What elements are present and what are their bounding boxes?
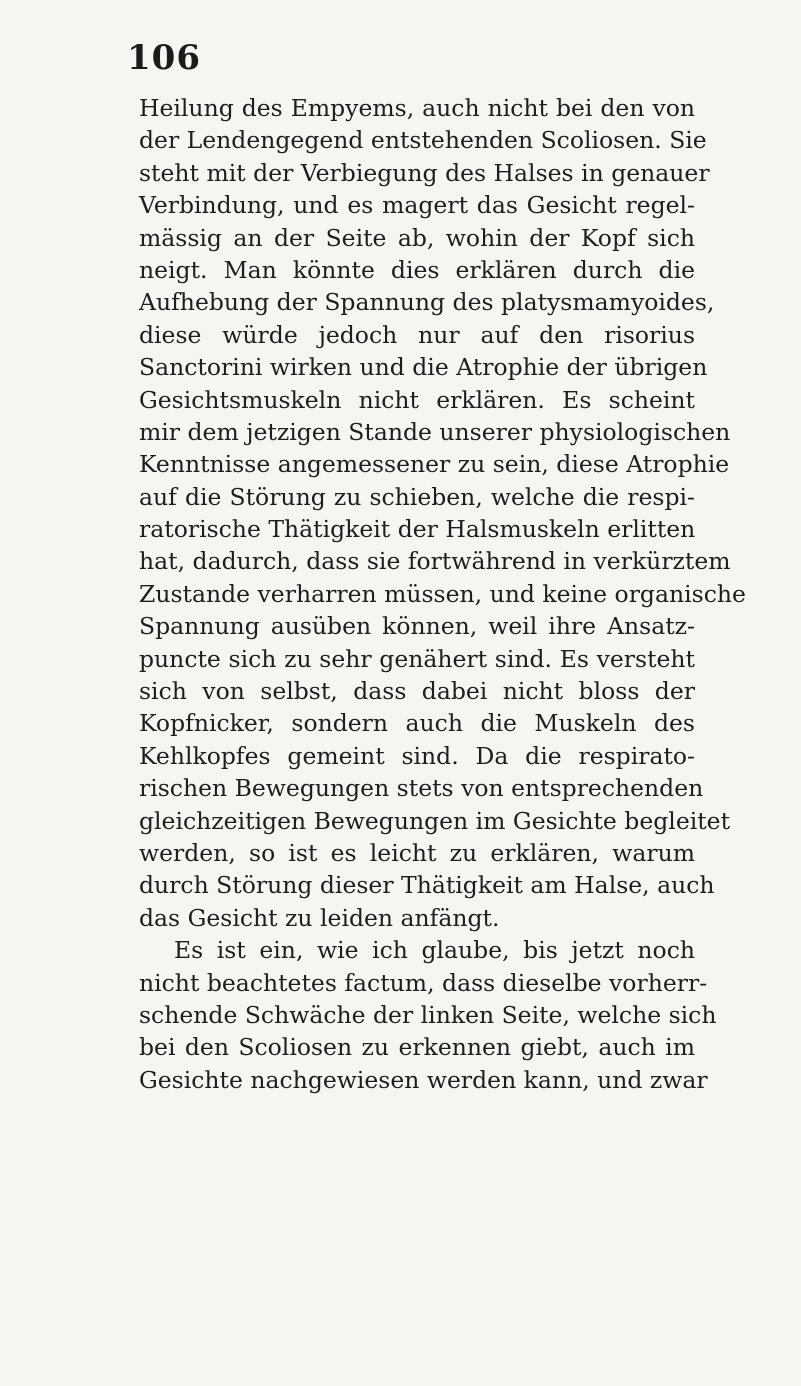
text-line: Verbindung, und es magert das Gesicht regel- xyxy=(139,191,695,220)
text-line: mässig an der Seite ab, wohin der Kopf sich xyxy=(139,223,695,252)
text-line: hat, dadurch, dass sie fortwährend in verkürztem xyxy=(139,547,731,576)
text-line: puncte sich zu sehr genähert sind. Es versteht xyxy=(139,644,695,673)
text-line: Kehlkopfes gemeint sind. Da die respirato- xyxy=(139,741,695,770)
text-line: durch Störung dieser Thätigkeit am Halse, auch xyxy=(139,871,715,900)
text-line: steht mit der Verbiegung des Halses in genauer xyxy=(139,158,710,187)
text-line: Spannung ausüben können, weil ihre Ansatz- xyxy=(139,612,695,641)
text-line: gleichzeitigen Bewegungen im Gesichte begleitet xyxy=(139,806,731,835)
text-line: Gesichte nachgewiesen werden kann, und zwar xyxy=(139,1065,708,1094)
text-line: nicht beachtetes factum, dass dieselbe vorherr- xyxy=(139,968,708,997)
text-line: diese würde jedoch nur auf den risorius xyxy=(139,320,695,349)
text-line: Gesichtsmuskeln nicht erklären. Es scheint xyxy=(139,385,695,414)
text-line: schende Schwäche der linken Seite, welche sich xyxy=(139,1000,717,1029)
text-line: bei den Scoliosen zu erkennen giebt, auch im xyxy=(139,1033,695,1062)
text-line: rischen Bewegungen stets von entsprechenden xyxy=(139,774,704,803)
text-line: sich von selbst, dass dabei nicht bloss der xyxy=(139,677,695,706)
page-number: 106 xyxy=(127,38,201,78)
text-line: werden, so ist es leicht zu erklären, warum xyxy=(139,838,695,867)
text-line: Sanctorini wirken und die Atrophie der übrigen xyxy=(139,353,708,382)
text-line: Aufhebung der Spannung des platysmamyoides, xyxy=(139,288,715,317)
text-line: neigt. Man könnte dies erklären durch die xyxy=(139,255,695,284)
text-line: Kenntnisse angemessener zu sein, diese Atrophie xyxy=(139,450,730,479)
text-line: Es ist ein, wie ich glaube, bis jetzt noch xyxy=(174,936,695,965)
body-text xyxy=(139,92,746,1096)
text-line: mir dem jetzigen Stande unserer physiologischen xyxy=(139,417,731,446)
text-line: ratorische Thätigkeit der Halsmuskeln erlitten xyxy=(139,515,696,544)
text-line: auf die Störung zu schieben, welche die respi- xyxy=(139,482,695,511)
text-line: Zustande verharren müssen, und keine organische xyxy=(139,579,746,608)
text-line: der Lendengegend entstehenden Scoliosen. Sie xyxy=(139,126,707,155)
text-line: Kopfnicker, sondern auch die Muskeln des xyxy=(139,709,695,738)
text-line: Heilung des Empyems, auch nicht bei den von xyxy=(139,94,695,122)
text-line: das Gesicht zu leiden anfängt. xyxy=(139,903,500,932)
